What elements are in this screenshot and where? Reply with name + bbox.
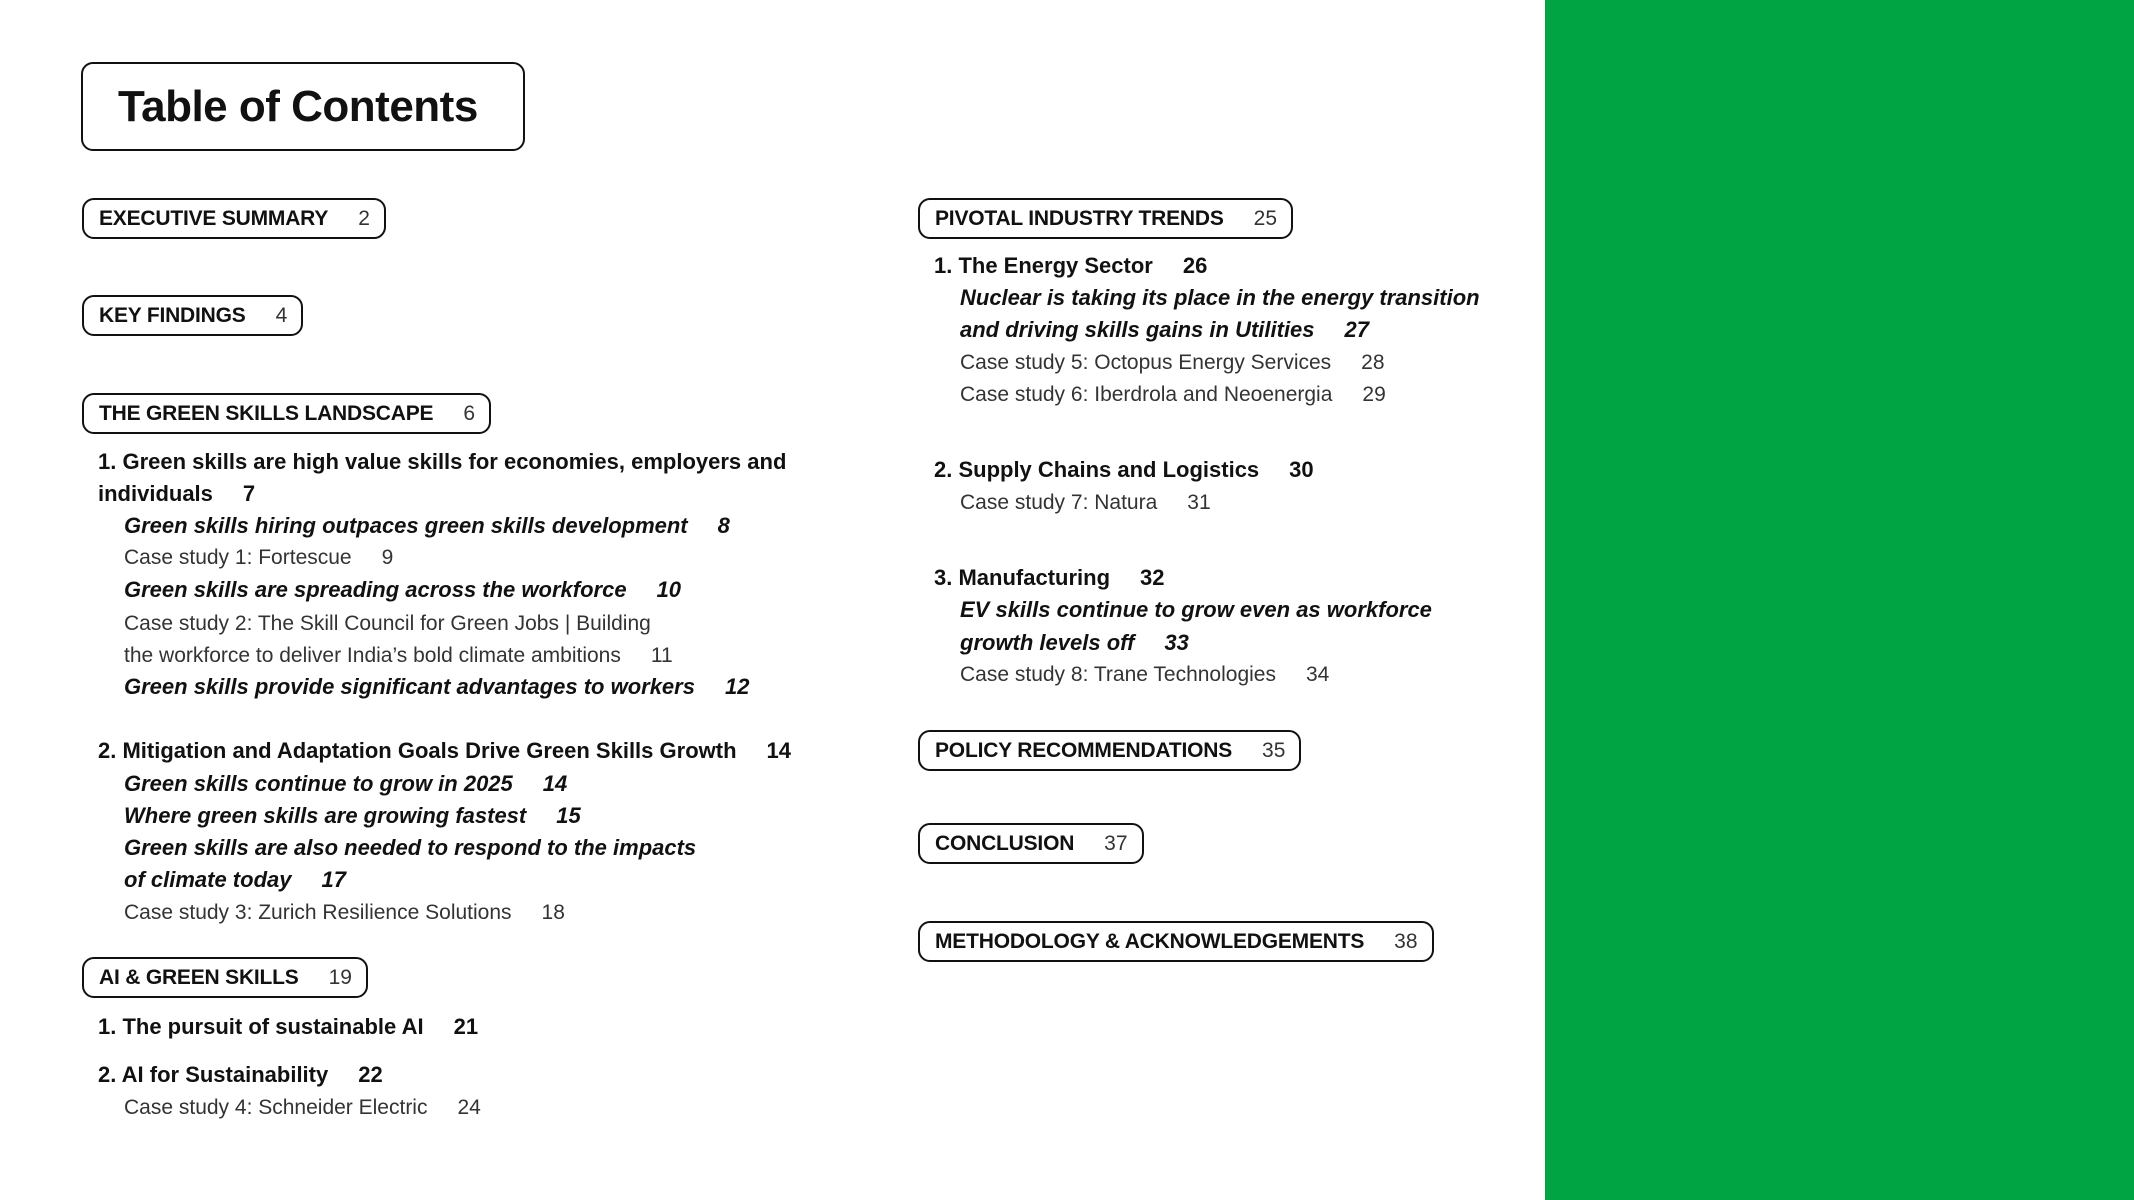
section-page: 4 (275, 303, 288, 327)
toc-entry-cs6[interactable] (960, 379, 1386, 411)
section-label: CONCLUSION (935, 831, 1075, 855)
toc-entry-ai-1[interactable] (98, 1011, 478, 1043)
entry-text: Green skills are spreading across the workforce (124, 577, 627, 602)
toc-entry-cs1[interactable] (124, 542, 393, 574)
green-side-panel (1545, 0, 2134, 1200)
entry-page: 17 (321, 867, 346, 892)
section-label: PIVOTAL INDUSTRY TRENDS (935, 206, 1224, 230)
entry-text: Case study 5: Octopus Energy Services (960, 351, 1332, 374)
section-methodology[interactable] (918, 921, 1434, 962)
entry-text: EV skills continue to grow even as workforce (960, 597, 1432, 622)
entry-text: Case study 8: Trane Technologies (960, 663, 1276, 686)
section-conclusion[interactable] (918, 823, 1144, 864)
section-green-skills-landscape[interactable] (82, 393, 491, 434)
entry-page: 15 (556, 803, 581, 828)
toc-entry-gsl-2b[interactable] (124, 800, 581, 832)
section-page: 19 (328, 965, 352, 989)
section-label: METHODOLOGY & ACKNOWLEDGEMENTS (935, 929, 1365, 953)
section-label: THE GREEN SKILLS LANDSCAPE (99, 401, 434, 425)
toc-entry-gsl-2a[interactable] (124, 768, 567, 800)
toc-entry-gsl-2[interactable] (98, 735, 791, 767)
toc-entry-gsl-1-cont[interactable] (98, 478, 255, 510)
page-title: Table of Contents (118, 82, 478, 131)
toc-entry-ai-2[interactable] (98, 1059, 383, 1091)
toc-entry-gsl-1b[interactable] (124, 574, 681, 606)
entry-text: 3. Manufacturing (934, 565, 1111, 590)
entry-text: Green skills provide significant advantages to workers (124, 674, 695, 699)
entry-text: 2. Supply Chains and Logistics (934, 457, 1260, 482)
section-ai-green-skills[interactable] (82, 957, 368, 998)
section-page: 6 (463, 401, 476, 425)
entry-text: Case study 2: The Skill Council for Green Jobs | Building (124, 612, 651, 635)
toc-entry-gsl-1a[interactable] (124, 510, 730, 542)
entry-page: 34 (1305, 663, 1330, 686)
section-policy-recommendations[interactable] (918, 730, 1301, 771)
section-page: 35 (1262, 738, 1286, 762)
entry-text: the workforce to deliver India’s bold climate ambitions (124, 644, 621, 667)
toc-entry-gsl-2c[interactable] (124, 832, 696, 864)
toc-entry-pit-3[interactable] (934, 562, 1165, 594)
entry-page: 31 (1187, 491, 1211, 514)
toc-entry-cs7[interactable] (960, 487, 1211, 519)
page-title-box (81, 62, 525, 151)
entry-page: 29 (1362, 383, 1386, 406)
section-executive-summary[interactable] (82, 198, 386, 239)
section-page: 25 (1253, 206, 1278, 230)
entry-page: 18 (541, 901, 565, 924)
section-page: 38 (1394, 929, 1418, 953)
entry-text: Green skills hiring outpaces green skills development (124, 513, 688, 538)
toc-entry-cs2[interactable] (124, 608, 651, 640)
toc-entry-pit-3a-cont[interactable] (960, 627, 1189, 659)
entry-text: 1. Green skills are high value skills for economies, employers and (98, 449, 787, 474)
toc-entry-gsl-1c[interactable] (124, 671, 749, 703)
toc-entry-pit-1a-cont[interactable] (960, 314, 1369, 346)
entry-text: Where green skills are growing fastest (124, 803, 527, 828)
section-label: EXECUTIVE SUMMARY (99, 206, 329, 230)
entry-text: growth levels off (960, 630, 1135, 655)
toc-entry-cs8[interactable] (960, 659, 1329, 691)
entry-text: Green skills are also needed to respond to the impacts (124, 835, 697, 860)
entry-text: Case study 6: Iberdrola and Neoenergia (960, 383, 1333, 406)
toc-entry-gsl-2c-cont[interactable] (124, 864, 346, 896)
entry-page: 14 (542, 771, 568, 796)
entry-page: 14 (766, 738, 791, 763)
entry-page: 24 (457, 1096, 481, 1119)
toc-entry-cs3[interactable] (124, 897, 565, 929)
section-key-findings[interactable] (82, 295, 303, 336)
section-label: KEY FINDINGS (99, 303, 246, 327)
section-page: 2 (358, 206, 370, 230)
entry-page: 12 (724, 674, 750, 699)
entry-page: 33 (1164, 630, 1189, 655)
entry-text: and driving skills gains in Utilities (960, 317, 1315, 342)
entry-page: 32 (1140, 565, 1165, 590)
entry-page: 21 (453, 1014, 479, 1039)
entry-text: Case study 4: Schneider Electric (124, 1096, 428, 1119)
entry-text: 2. Mitigation and Adaptation Goals Drive Green Skills Growth (98, 738, 737, 763)
entry-page: 11 (650, 644, 673, 667)
entry-page: 8 (717, 513, 730, 538)
entry-text: Case study 7: Natura (960, 491, 1158, 514)
toc-entry-gsl-1[interactable] (98, 446, 786, 478)
section-pivotal-industry-trends[interactable] (918, 198, 1293, 239)
entry-text: 1. The Energy Sector (934, 253, 1153, 278)
entry-page: 28 (1361, 351, 1385, 374)
toc-entry-cs5[interactable] (960, 347, 1385, 379)
entry-text: Case study 3: Zurich Resilience Solutions (124, 901, 512, 924)
entry-text: 1. The pursuit of sustainable AI (98, 1014, 424, 1039)
entry-text: Green skills continue to grow in 2025 (124, 771, 513, 796)
section-label: POLICY RECOMMENDATIONS (935, 738, 1233, 762)
entry-page: 10 (656, 577, 682, 602)
entry-text: Nuclear is taking its place in the energy transition (960, 285, 1480, 310)
entry-page: 27 (1344, 317, 1370, 342)
section-label: AI & GREEN SKILLS (99, 965, 299, 989)
toc-entry-cs2-cont[interactable] (124, 640, 673, 672)
entry-text: of climate today (124, 867, 292, 892)
entry-page: 26 (1182, 253, 1208, 278)
entry-text: Case study 1: Fortescue (124, 546, 352, 569)
toc-entry-pit-3a[interactable] (960, 594, 1432, 626)
entry-page: 9 (381, 546, 394, 569)
toc-entry-cs4[interactable] (124, 1092, 481, 1124)
entry-page: 30 (1289, 457, 1314, 482)
entry-text: individuals (98, 481, 213, 506)
entry-text: 2. AI for Sustainability (98, 1062, 329, 1087)
section-page: 37 (1104, 831, 1128, 855)
toc-entry-pit-1a[interactable] (960, 282, 1480, 314)
toc-entry-pit-2[interactable] (934, 454, 1314, 486)
entry-page: 7 (242, 481, 256, 506)
toc-entry-pit-1[interactable] (934, 250, 1207, 282)
entry-page: 22 (358, 1062, 383, 1087)
